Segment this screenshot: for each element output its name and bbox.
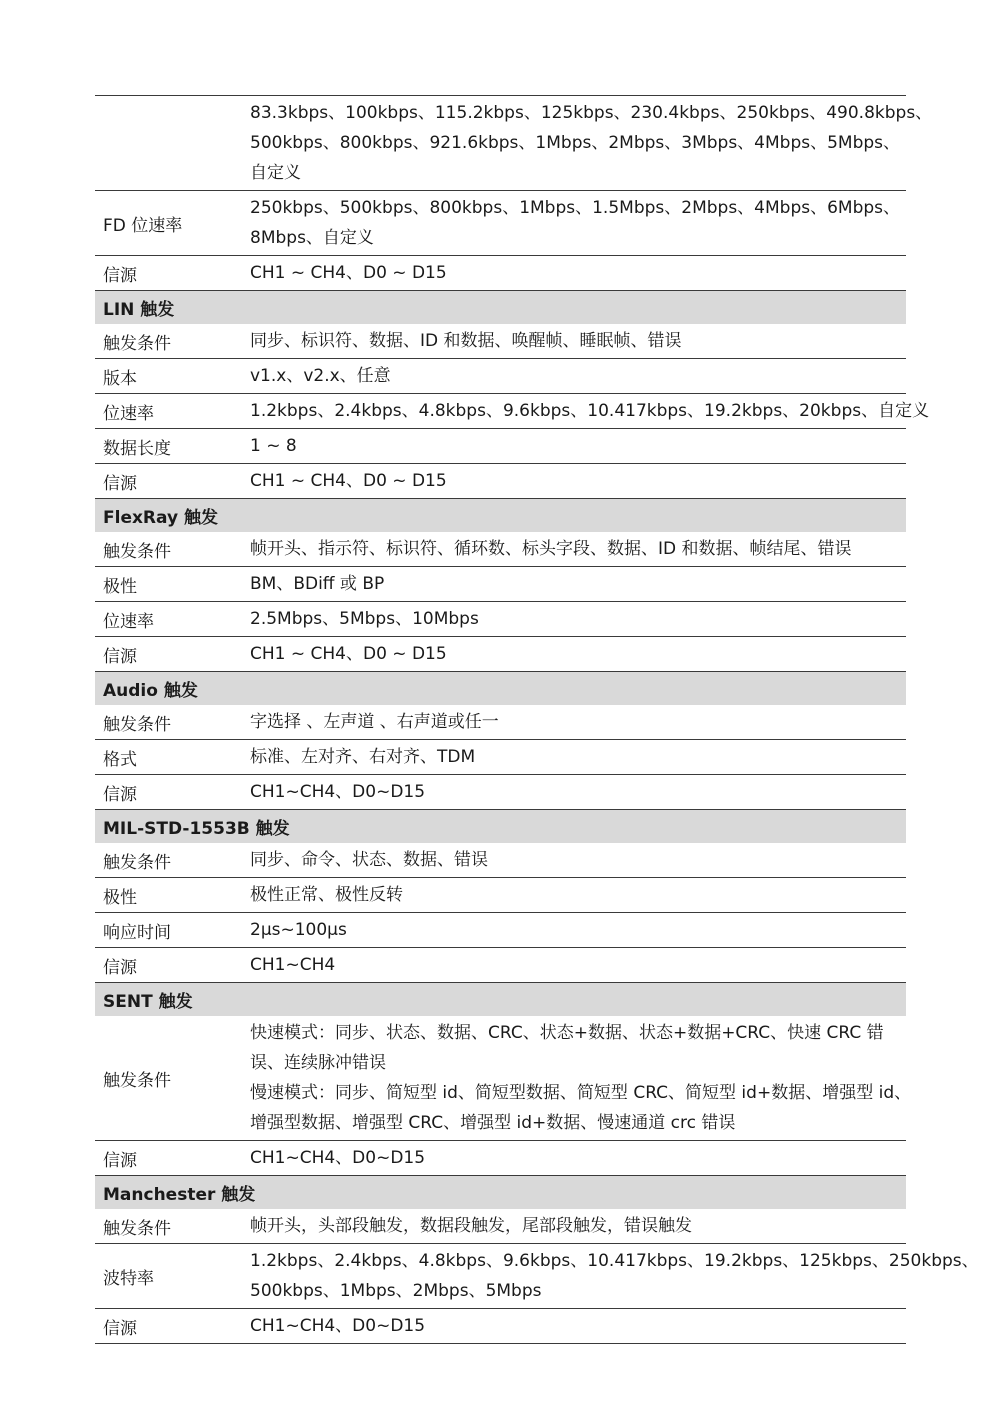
spec-label: 版本: [103, 368, 137, 389]
section-header: Audio 触发: [95, 672, 906, 705]
spec-row: [95, 567, 906, 602]
spec-row: [95, 394, 930, 429]
spec-label: 位速率: [103, 403, 154, 424]
spec-value-line: CH1~CH4、D0~D15: [250, 1148, 426, 1168]
spec-value-line: 同步、命令、状态、数据、错误: [250, 850, 488, 870]
spec-value-line: CH1~CH4: [250, 955, 336, 975]
spec-value: [250, 359, 906, 393]
spec-row: [95, 740, 906, 775]
spec-value: [250, 843, 906, 877]
spec-label: 信源: [103, 265, 137, 286]
spec-value: [250, 429, 906, 463]
spec-label: 触发条件: [103, 333, 171, 354]
spec-row: [95, 1309, 906, 1344]
spec-label: 触发条件: [103, 541, 171, 562]
spec-label: 信源: [103, 957, 137, 978]
spec-label: 触发条件: [103, 1218, 171, 1239]
spec-value-line: 字选择 、左声道 、右声道或任一: [250, 712, 499, 732]
spec-row: [95, 1016, 912, 1141]
spec-row: [95, 324, 906, 359]
spec-value-line: 500kbps、1Mbps、2Mbps、5Mbps: [250, 1281, 542, 1301]
spec-row: [95, 878, 906, 913]
spec-row: [95, 775, 906, 810]
spec-value: [250, 394, 929, 428]
spec-row: [95, 913, 906, 948]
spec-value: [250, 1309, 906, 1343]
spec-value-line: 误、连续脉冲错误: [250, 1053, 386, 1073]
spec-row: [95, 429, 906, 464]
spec-value: [250, 1016, 911, 1140]
spec-label: FD 位速率: [103, 215, 183, 236]
spec-value-line: 快速模式：同步、状态、数据、CRC、状态+数据、状态+数据+CRC、快速 CRC 错: [250, 1023, 884, 1043]
spec-label: 极性: [103, 576, 137, 597]
spec-value: [250, 567, 906, 601]
spec-row: [95, 95, 933, 191]
spec-value-line: 同步、标识符、数据、ID 和数据、唤醒帧、睡眠帧、错误: [250, 331, 682, 351]
spec-value: [250, 256, 906, 290]
spec-value: [250, 637, 906, 671]
spec-row: [95, 1141, 906, 1176]
spec-value: [250, 705, 906, 739]
spec-value-line: 极性正常、极性反转: [250, 885, 403, 905]
spec-row: [95, 1209, 906, 1244]
spec-value-line: 8Mbps、自定义: [250, 228, 374, 248]
spec-value-line: 标准、左对齐、右对齐、TDM: [250, 747, 476, 767]
spec-label: 信源: [103, 1150, 137, 1171]
spec-value-line: CH1~CH4、D0~D15: [250, 1316, 426, 1336]
section-header: MIL-STD-1553B 触发: [95, 810, 906, 843]
spec-value: [250, 878, 906, 912]
spec-value-line: CH1 ~ CH4、D0 ~ D15: [250, 263, 447, 283]
spec-row: [95, 705, 906, 740]
spec-value: [250, 464, 906, 498]
spec-value-line: 1 ~ 8: [250, 436, 297, 456]
spec-value-line: 帧开头，头部段触发，数据段触发，尾部段触发，错误触发: [250, 1216, 692, 1236]
spec-row: [95, 359, 906, 394]
spec-value-line: CH1 ~ CH4、D0 ~ D15: [250, 471, 447, 491]
spec-label: 信源: [103, 646, 137, 667]
spec-value-line: 83.3kbps、100kbps、115.2kbps、125kbps、230.4kbps、250kbps、490.8kbps、: [250, 103, 933, 123]
spec-row: [95, 256, 906, 291]
spec-value: [250, 324, 906, 358]
spec-value-line: 500kbps、800kbps、921.6kbps、1Mbps、2Mbps、3Mbps、4Mbps、5Mbps、: [250, 133, 901, 153]
spec-row: [95, 464, 906, 499]
spec-value-line: BM、BDiff 或 BP: [250, 574, 385, 594]
section-header: LIN 触发: [95, 291, 906, 324]
spec-row: [95, 191, 906, 256]
spec-label: 极性: [103, 887, 137, 908]
spec-value-line: 自定义: [250, 163, 301, 183]
spec-row: [95, 843, 906, 878]
spec-value-line: 帧开头、指示符、标识符、循环数、标头字段、数据、ID 和数据、帧结尾、错误: [250, 539, 852, 559]
spec-value: [250, 96, 932, 190]
spec-label: 格式: [103, 749, 137, 770]
section-header: FlexRay 触发: [95, 499, 906, 532]
spec-value: [250, 740, 906, 774]
spec-value: [250, 913, 906, 947]
spec-row: [95, 602, 906, 637]
spec-label: 触发条件: [103, 714, 171, 735]
spec-row: [95, 532, 906, 567]
spec-value-line: 250kbps、500kbps、800kbps、1Mbps、1.5Mbps、2Mbps、4Mbps、6Mbps、: [250, 198, 901, 218]
spec-value-line: CH1 ~ CH4、D0 ~ D15: [250, 644, 447, 664]
spec-value-line: 慢速模式：同步、简短型 id、简短型数据、简短型 CRC、简短型 id+数据、增强型 id、: [250, 1083, 912, 1103]
spec-value: [250, 948, 906, 982]
spec-label: 信源: [103, 784, 137, 805]
spec-value: [250, 602, 906, 636]
spec-label: 位速率: [103, 611, 154, 632]
spec-value-line: 2.5Mbps、5Mbps、10Mbps: [250, 609, 479, 629]
spec-value-line: CH1~CH4、D0~D15: [250, 782, 426, 802]
spec-value: [250, 775, 906, 809]
spec-value-line: 1.2kbps、2.4kbps、4.8kbps、9.6kbps、10.417kbps、19.2kbps、125kbps、250kbps、: [250, 1251, 979, 1271]
spec-label: 信源: [103, 1318, 137, 1339]
spec-value-line: 2μs~100μs: [250, 920, 347, 940]
spec-value: [250, 1209, 906, 1243]
spec-value-line: 1.2kbps、2.4kbps、4.8kbps、9.6kbps、10.417kbps、19.2kbps、20kbps、自定义: [250, 401, 930, 421]
spec-value: [250, 191, 906, 255]
spec-row: [95, 1244, 979, 1309]
spec-label: 波特率: [103, 1268, 154, 1289]
section-header: SENT 触发: [95, 983, 906, 1016]
spec-row: [95, 637, 906, 672]
spec-label: 触发条件: [103, 1070, 171, 1091]
spec-value: [250, 1244, 979, 1308]
spec-label: 响应时间: [103, 922, 171, 943]
spec-label: 数据长度: [103, 438, 171, 459]
section-header: Manchester 触发: [95, 1176, 906, 1209]
spec-value-line: 增强型数据、增强型 CRC、增强型 id+数据、慢速通道 crc 错误: [250, 1113, 736, 1133]
spec-table: [95, 95, 979, 1344]
spec-value-line: v1.x、v2.x、任意: [250, 366, 391, 386]
spec-value: [250, 532, 906, 566]
spec-value: [250, 1141, 906, 1175]
spec-row: [95, 948, 906, 983]
spec-label: 信源: [103, 473, 137, 494]
spec-label: 触发条件: [103, 852, 171, 873]
